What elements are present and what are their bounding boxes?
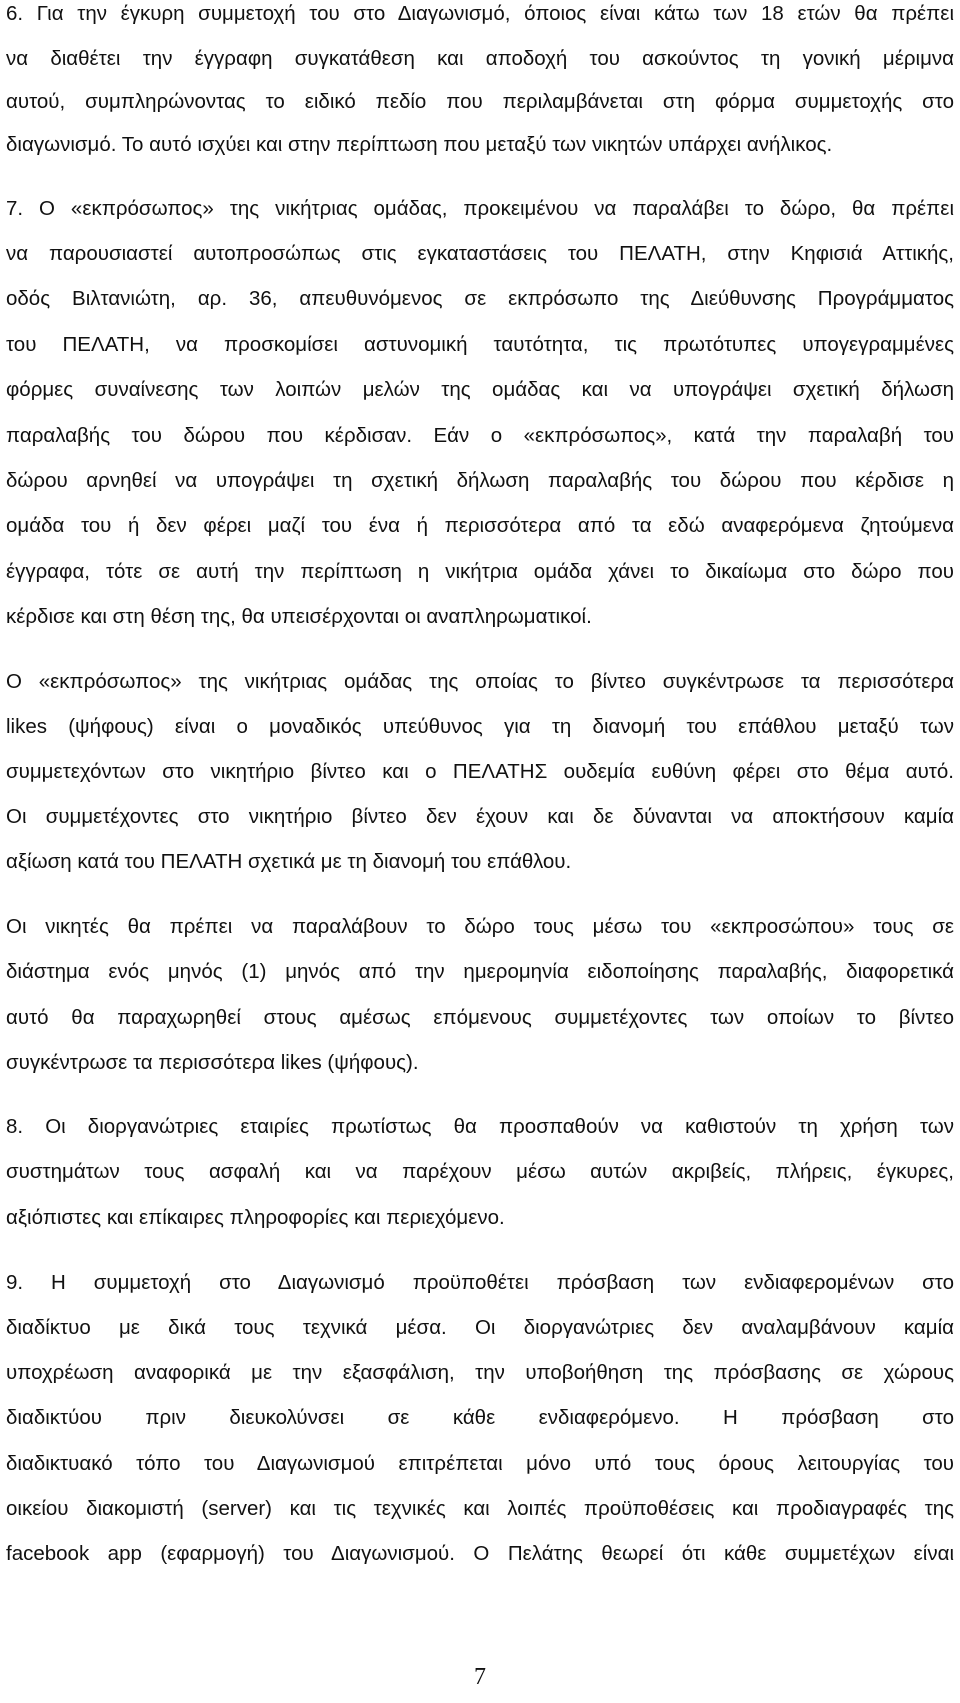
text-line: facebook app (εφαρμογή) του Διαγωνισμού. Ο Πελάτης θεωρεί ότι κάθε συμμετέχων είναι <box>6 1542 954 1565</box>
text-line: διαδικτυακό τόπο του Διαγωνισμού επιτρέπεται μόνο υπό τους όρους λειτουργίας του <box>6 1452 954 1475</box>
text-line: οδός Βιλτανιώτη, αρ. 36, απευθυνόμενος σε εκπρόσωπο της Διεύθυνσης Προγράμματος <box>6 287 954 310</box>
text-line: δώρου αρνηθεί να υπογράψει τη σχετική δήλωση παραλαβής του δώρου που κέρδισε η <box>6 469 954 492</box>
text-line: έγγραφα, τότε σε αυτή την περίπτωση η νικήτρια ομάδα χάνει το δικαίωμα στο δώρο που <box>6 560 954 583</box>
text-line: αυτού, συμπληρώνοντας το ειδικό πεδίο που περιλαμβάνεται στη φόρμα συμμετοχής στο <box>6 90 954 113</box>
text-line: οικείου διακομιστή (server) και τις τεχνικές και λοιπές προϋποθέσεις και προδιαγραφές της <box>6 1497 954 1520</box>
text-line: διαγωνισμό. Το αυτό ισχύει και στην περίπτωση που μεταξύ των νικητών υπάρχει ανήλικος. <box>6 133 833 156</box>
text-line: συστημάτων τους ασφαλή και να παρέχουν μέσω αυτών ακριβείς, πλήρεις, έγκυρες, <box>6 1160 954 1183</box>
text-line: 7. Ο «εκπρόσωπος» της νικήτριας ομάδας, προκειμένου να παραλάβει το δώρο, θα πρέπει <box>6 197 954 220</box>
text-line: συμμετεχόντων στο νικητήριο βίντεο και ο ΠΕΛΑΤΗΣ ουδεμία ευθύνη φέρει στο θέμα αυτό. <box>6 760 954 783</box>
text-line: αξιόπιστες και επίκαιρες πληροφορίες και περιεχόμενο. <box>6 1206 505 1229</box>
text-line: του ΠΕΛΑΤΗ, να προσκομίσει αστυνομική ταυτότητα, τις πρωτότυπες υπογεγραμμένες <box>6 333 954 356</box>
text-line: Οι νικητές θα πρέπει να παραλάβουν το δώρο τους μέσω του «εκπροσώπου» τους σε <box>6 915 954 938</box>
text-line: συγκέντρωσε τα περισσότερα likes (ψήφους). <box>6 1051 419 1074</box>
text-line: Οι συμμετέχοντες στο νικητήριο βίντεο δεν έχουν και δε δύνανται να αποκτήσουν καμία <box>6 805 954 828</box>
text-line: αυτό θα παραχωρηθεί στους αμέσως επόμενους συμμετέχοντες των οποίων το βίντεο <box>6 1006 954 1029</box>
text-line: διάστημα ενός μηνός (1) μηνός από την ημερομηνία ειδοποίησης παραλαβής, διαφορετικά <box>6 960 954 983</box>
text-line: να διαθέτει την έγγραφη συγκατάθεση και αποδοχή του ασκούντος τη γονική μέριμνα <box>6 47 954 70</box>
text-line: Ο «εκπρόσωπος» της νικήτριας ομάδας της οποίας το βίντεο συγκέντρωσε τα περισσότερα <box>6 670 954 693</box>
text-line: παραλαβής του δώρου που κέρδισαν. Εάν ο «εκπρόσωπος», κατά την παραλαβή του <box>6 424 954 447</box>
text-line: κέρδισε και στη θέση της, θα υπεισέρχονται οι αναπληρωματικοί. <box>6 605 592 628</box>
text-line: υποχρέωση αναφορικά με την εξασφάλιση, την υποβοήθηση της πρόσβασης σε χώρους <box>6 1361 954 1384</box>
text-line: διαδικτύου πριν διευκολύνσει σε κάθε ενδιαφερόμενο. Η πρόσβαση στο <box>6 1406 954 1429</box>
text-line: 6. Για την έγκυρη συμμετοχή του στο Διαγωνισμό, όποιος είναι κάτω των 18 ετών θα πρέπει <box>6 2 954 25</box>
text-line: ομάδα του ή δεν φέρει μαζί του ένα ή περισσότερα από τα εδώ αναφερόμενα ζητούμενα <box>6 514 954 537</box>
text-line: διαδίκτυο με δικά τους τεχνικά μέσα. Οι διοργανώτριες δεν αναλαμβάνουν καμία <box>6 1316 954 1339</box>
text-line: φόρμες συναίνεσης των λοιπών μελών της ομάδας και να υπογράψει σχετική δήλωση <box>6 378 954 401</box>
text-line: να παρουσιαστεί αυτοπροσώπως στις εγκαταστάσεις του ΠΕΛΑΤΗ, στην Κηφισιά Αττικής, <box>6 242 954 265</box>
text-line: 8. Οι διοργανώτριες εταιρίες πρωτίστως θα προσπαθούν να καθιστούν τη χρήση των <box>6 1115 954 1138</box>
text-line: likes (ψήφους) είναι ο μοναδικός υπεύθυνος για τη διανομή του επάθλου μεταξύ των <box>6 715 954 738</box>
text-line: αξίωση κατά του ΠΕΛΑΤΗ σχετικά με τη διανομή του επάθλου. <box>6 850 572 873</box>
text-line: 9. Η συμμετοχή στο Διαγωνισμό προϋποθέτει πρόσβαση των ενδιαφερομένων στο <box>6 1271 954 1294</box>
page-number: 7 <box>474 1664 486 1690</box>
